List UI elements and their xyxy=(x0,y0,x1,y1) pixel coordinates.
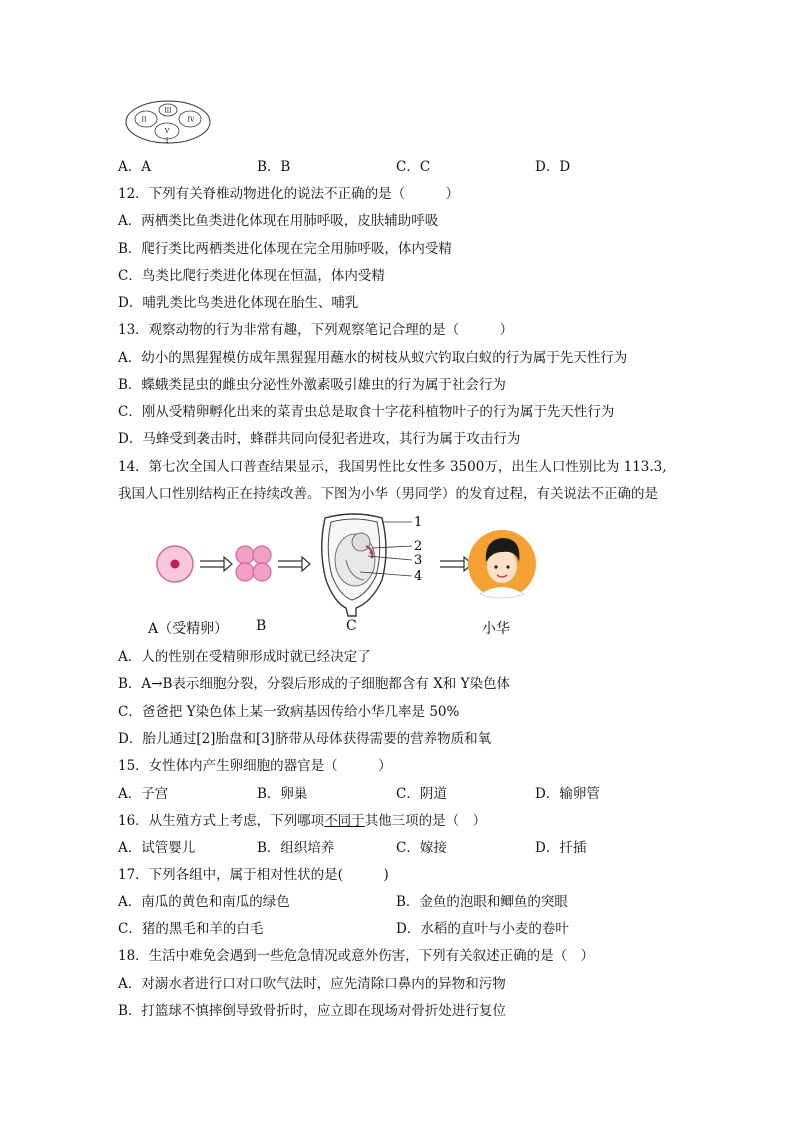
q13-option-a: A．幼小的黑猩猩模仿成年黑猩猩用蘸水的树枝从蚁穴钓取白蚁的行为属于先天性行为 xyxy=(118,350,628,366)
q16-option-a: A．试管婴儿 xyxy=(118,840,196,856)
four-cell-embryo-icon xyxy=(236,546,271,581)
q16-stem-underlined: 不同于 xyxy=(324,813,365,829)
q17-option-a: A．南瓜的黄色和南瓜的绿色 xyxy=(118,894,290,910)
q16-option-c: C．嫁接 xyxy=(396,840,447,856)
q14-stem-line2: 我国人口性别结构正在持续改善。下图为小华（男同学）的发育过程，有关说法不正确的是 xyxy=(118,486,658,502)
ellipse-label-II: II xyxy=(141,116,147,124)
label-2: 2 xyxy=(414,539,423,554)
q15-stem: 15．女性体内产生卵细胞的器官是（ ） xyxy=(118,758,392,774)
q11-option-b: B．B xyxy=(257,159,291,175)
q11-option-d: D．D xyxy=(535,159,571,175)
q17-option-c: C．猪的黑毛和羊的白毛 xyxy=(118,921,264,937)
q14-stem-line1: 14．第七次全国人口普查结果显示，我国男性比女性多 3500万，出生人口性别比为 113.3, xyxy=(118,459,667,475)
q15-option-c: C．阴道 xyxy=(396,786,447,802)
q14-option-c: C．爸爸把 Y染色体上某一致病基因传给小华几率是 50% xyxy=(118,704,460,720)
q16-stem-post: 其他三项的是（ ） xyxy=(364,813,487,829)
q12-option-a: A．两栖类比鱼类进化体现在用肺呼吸，皮肤辅助呼吸 xyxy=(118,213,439,229)
label-3: 3 xyxy=(414,553,423,568)
q11-option-a: A．A xyxy=(118,159,151,175)
q12-option-c: C．鸟类比爬行类进化体现在恒温，体内受精 xyxy=(118,268,385,284)
q11-option-c: C．C xyxy=(396,159,431,175)
ellipse-label-IV: IV xyxy=(187,116,195,124)
q15-option-b: B．卵巢 xyxy=(257,786,308,802)
q15-option-d: D．输卵管 xyxy=(535,786,600,802)
q13-stem: 13．观察动物的行为非常有趣，下列观察笔记合理的是（ ） xyxy=(118,322,514,338)
figure-label-child: 小华 xyxy=(482,621,510,637)
q15-option-a: A．子宫 xyxy=(118,786,169,802)
q14-option-a: A．人的性别在受精卵形成时就已经决定了 xyxy=(118,649,371,665)
q18-stem: 18．生活中难免会遇到一些危急情况或意外伤害，下列有关叙述正确的是（ ） xyxy=(118,948,595,964)
q13-option-d: D．马蜂受到袭击时，蜂群共同向侵犯者进攻，其行为属于攻击行为 xyxy=(118,431,521,447)
figure-label-b: B xyxy=(256,618,267,634)
figure-label-c: C xyxy=(346,618,357,634)
ellipse-label-III: III xyxy=(164,107,172,115)
q14-option-d: D．胎儿通过[2]胎盘和[3]脐带从母体获得需要的营养物质和氧 xyxy=(118,731,492,747)
q12-option-d: D．哺乳类比鸟类进化体现在胎生、哺乳 xyxy=(118,295,359,311)
arrow-b-to-c-icon xyxy=(278,557,310,571)
label-1: 1 xyxy=(414,515,423,530)
q13-option-c: C．刚从受精卵孵化出来的菜青虫总是取食十字花科植物叶子的行为属于先天性行为 xyxy=(118,404,615,420)
fertilized-egg-icon xyxy=(157,546,193,582)
arrow-c-to-child-icon xyxy=(440,557,472,571)
q13-option-b: B．蝶蛾类昆虫的雌虫分泌性外激素吸引雄虫的行为属于社会行为 xyxy=(118,377,506,393)
ellipse-label-I: I xyxy=(165,137,169,145)
q18-option-a: A．对溺水者进行口对口吹气法时，应先清除口鼻内的异物和污物 xyxy=(118,976,506,992)
q16-stem xyxy=(118,812,486,830)
q14-option-b: B．A→B表示细胞分裂，分裂后形成的子细胞都含有 X和 Y染色体 xyxy=(118,676,511,692)
q12-option-b: B．爬行类比两栖类进化体现在完全用肺呼吸，体内受精 xyxy=(118,241,452,257)
q17-option-d: D．水稻的直叶与小麦的卷叶 xyxy=(396,921,569,937)
q18-option-b: B．打篮球不慎摔倒导致骨折时，应立即在现场对骨折处进行复位 xyxy=(118,1003,506,1019)
q16-option-b: B．组织培养 xyxy=(257,840,335,856)
q17-option-b: B．金鱼的泡眼和鲫鱼的突眼 xyxy=(396,894,568,910)
development-process-figure xyxy=(150,510,550,618)
figure-label-a: A（受精卵） xyxy=(148,621,229,637)
uterus-fetus-icon xyxy=(322,514,386,616)
boy-avatar-icon xyxy=(468,530,536,598)
q16-stem-pre: 16．从生殖方式上考虑，下列哪项 xyxy=(118,813,325,829)
arrow-a-to-b-icon xyxy=(200,557,232,571)
q12-stem: 12．下列有关脊椎动物进化的说法不正确的是（ ） xyxy=(118,186,460,202)
classification-ellipse-diagram xyxy=(124,98,214,148)
q16-option-d: D．扦插 xyxy=(535,840,587,856)
ellipse-label-V: V xyxy=(164,128,170,135)
q17-stem: 17．下列各组中，属于相对性状的是( ) xyxy=(118,867,389,883)
label-4: 4 xyxy=(414,569,423,584)
